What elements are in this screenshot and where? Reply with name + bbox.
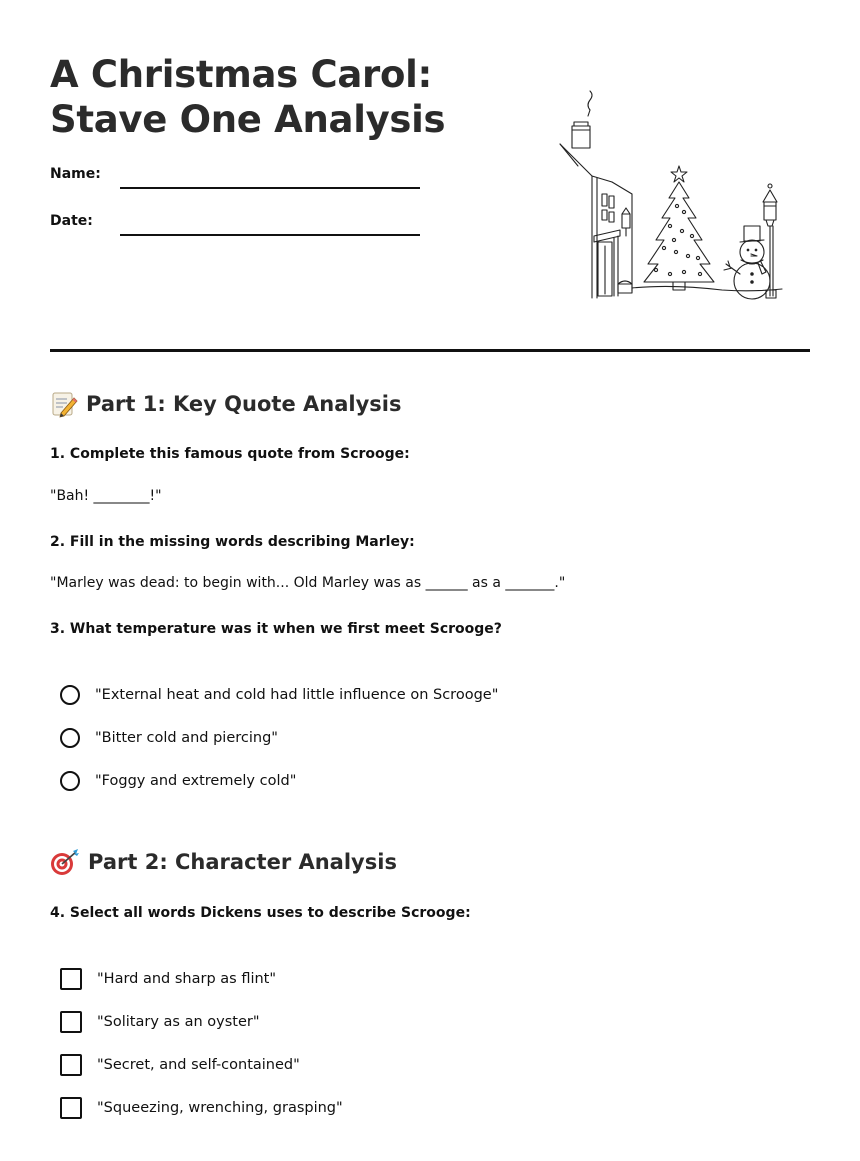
- q4-option-2[interactable]: [60, 1011, 260, 1033]
- worksheet-title: A Christmas Carol: Stave One Analysis: [50, 53, 446, 141]
- part1-heading: [50, 390, 401, 418]
- question-1-quote: "Bah! ________!": [50, 488, 162, 504]
- dart-target-icon: [50, 848, 80, 876]
- name-label: Name:: [50, 166, 101, 182]
- q4-option-4-label: "Squeezing, wrenching, grasping": [97, 1100, 343, 1116]
- checkbox[interactable]: [60, 1097, 82, 1119]
- part2-heading-text: Part 2: Character Analysis: [88, 850, 397, 874]
- name-input-line[interactable]: [120, 187, 420, 189]
- radio-button[interactable]: [60, 685, 80, 705]
- q3-option-1-label: "External heat and cold had little influence on Scrooge": [95, 687, 499, 703]
- christmas-scene-illustration: [552, 86, 792, 308]
- question-3-label: 3. What temperature was it when we first meet Scrooge?: [50, 621, 502, 637]
- q3-option-3-label: "Foggy and extremely cold": [95, 773, 297, 789]
- date-input-line[interactable]: [120, 234, 420, 236]
- q4-option-3[interactable]: [60, 1054, 300, 1076]
- radio-button[interactable]: [60, 771, 80, 791]
- q3-option-1[interactable]: [60, 685, 498, 705]
- checkbox[interactable]: [60, 1011, 82, 1033]
- memo-pencil-icon: [50, 390, 78, 418]
- question-1-label: 1. Complete this famous quote from Scrooge:: [50, 446, 410, 462]
- question-2-quote: "Marley was dead: to begin with... Old Marley was as ______ as a _______.": [50, 575, 566, 591]
- date-label: Date:: [50, 213, 93, 229]
- part1-heading-text: Part 1: Key Quote Analysis: [86, 392, 402, 416]
- q3-option-2-label: "Bitter cold and piercing": [95, 730, 278, 746]
- q3-option-3[interactable]: [60, 771, 296, 791]
- radio-button[interactable]: [60, 728, 80, 748]
- q4-option-2-label: "Solitary as an oyster": [97, 1014, 260, 1030]
- q4-option-4[interactable]: [60, 1097, 343, 1119]
- part2-heading: [50, 848, 397, 876]
- q3-option-2[interactable]: [60, 728, 278, 748]
- question-2-label: 2. Fill in the missing words describing Marley:: [50, 534, 415, 550]
- checkbox[interactable]: [60, 1054, 82, 1076]
- q4-option-3-label: "Secret, and self-contained": [97, 1057, 300, 1073]
- section-divider: [50, 349, 810, 352]
- checkbox[interactable]: [60, 968, 82, 990]
- question-4-label: 4. Select all words Dickens uses to describe Scrooge:: [50, 905, 471, 921]
- q4-option-1[interactable]: [60, 968, 276, 990]
- q4-option-1-label: "Hard and sharp as flint": [97, 971, 277, 987]
